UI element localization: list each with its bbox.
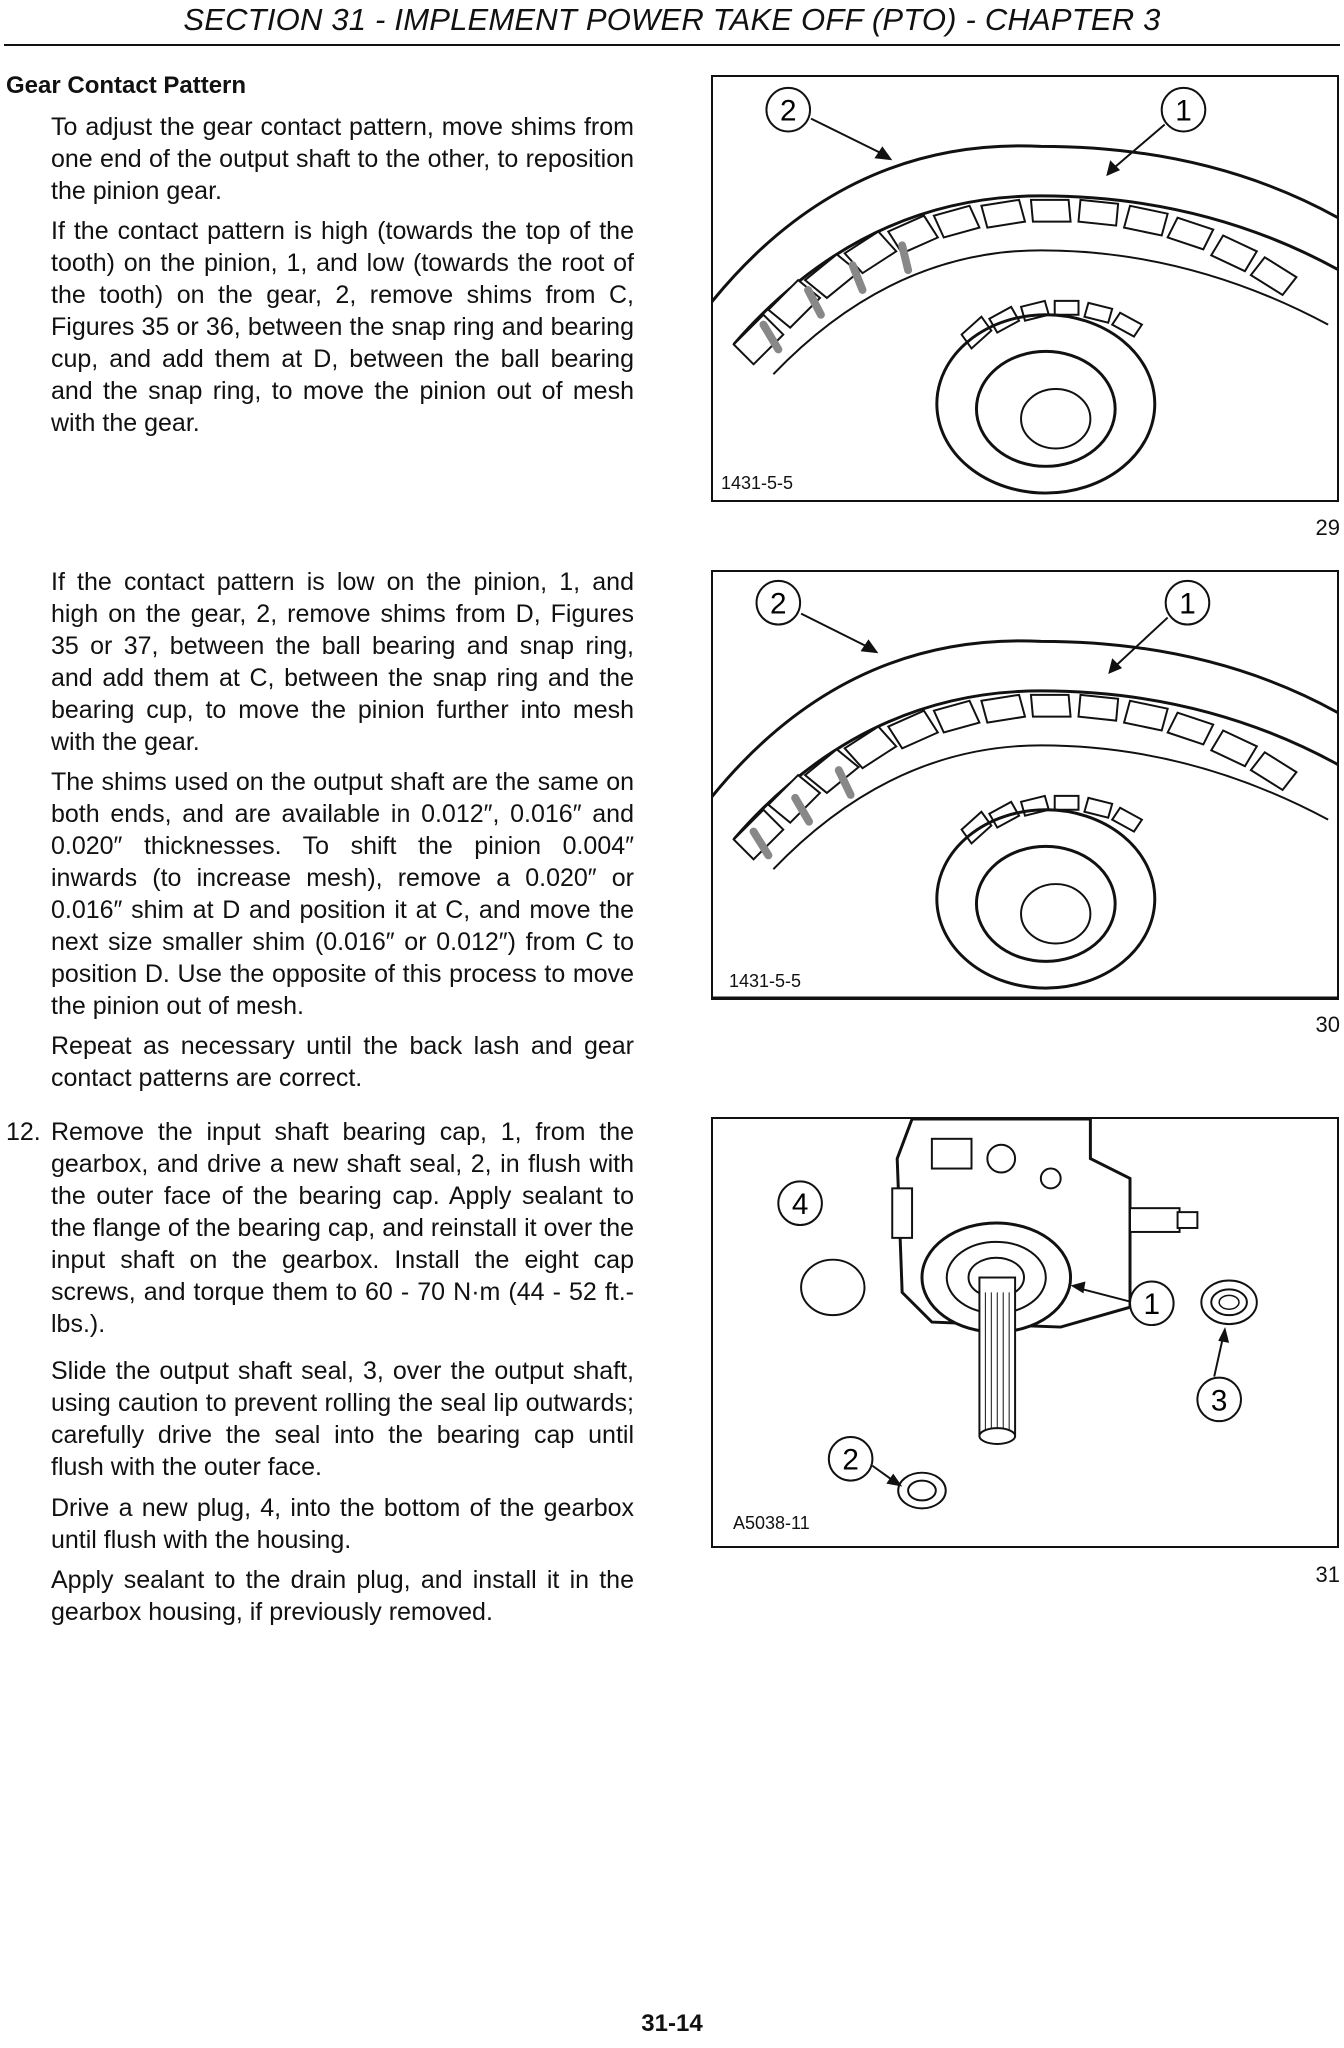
callout-2: 2 (842, 1443, 859, 1477)
figure-number-29: 29 (1315, 515, 1340, 540)
page-number: 31-14 (641, 2010, 703, 2037)
callout-2: 2 (779, 94, 797, 128)
callout-1: 1 (1143, 1288, 1161, 1322)
callout-1: 1 (1175, 94, 1192, 128)
header-rule (4, 44, 1340, 46)
gear-illustration (713, 77, 1337, 500)
figure-code: 1431-5-5 (721, 473, 794, 493)
paragraph-shim-sizes: The shims used on the output shaft are the same on both ends, and are available in 0.012″, 0.016″ and 0.020″ thicknesses. To shift the pinion 0.004″ inwards (to increase mesh), remove a 0.020″ or 0.016″ shim at D and position it at C, and move the next size smaller shim (0.016″ or 0.012″) from C to position D. Use the opposite of this process to move the pinion out of mesh. (51, 768, 634, 1020)
figure-29-gear-contact-high (711, 75, 1339, 502)
paragraph-step-12: Remove the input shaft bearing cap, 1, from the gearbox, and drive a new shaft seal, 2, in flush with the outer face of the bearing cap. Apply sealant to the flange of the bearing cap, and reinstall it over the input shaft on the gearbox. Install the eight cap screws, and torque them to 60 - 70 N·m (44 - 52 ft.-lbs.). (51, 1118, 634, 1338)
callout-4: 4 (791, 1188, 809, 1222)
paragraph-high-pattern: If the contact pattern is high (towards the top of the tooth) on the pinion, 1, and low (towards the root of the tooth) on the gear, 2, remove shims from C, Figures 35 or 36, between the snap ring and bearing cup, and add them at D, between the ball bearing and the snap ring, to move the pinion out of mesh with the gear. (51, 217, 634, 437)
callout-2: 2 (770, 587, 787, 621)
section-title: SECTION 31 - IMPLEMENT POWER TAKE OFF (PTO) - CHAPTER 3 (183, 2, 1161, 37)
figure-code: A5038-11 (733, 1513, 810, 1533)
callout-1: 1 (1179, 587, 1196, 621)
figure-code: 1431-5-5 (729, 971, 802, 991)
paragraph-intro: To adjust the gear contact pattern, move shims from one end of the output shaft to the other, to reposition the pinion gear. (51, 113, 634, 205)
figure-number-30: 30 (1315, 1012, 1340, 1037)
subsection-heading: Gear Contact Pattern (6, 72, 247, 99)
page-header (0, 0, 1344, 46)
gearbox-illustration (713, 1119, 1337, 1546)
paragraph-repeat: Repeat as necessary until the back lash and gear contact patterns are correct. (51, 1032, 634, 1092)
paragraph-drain-plug: Apply sealant to the drain plug, and install it in the gearbox housing, if previously removed. (51, 1566, 634, 1626)
step-number: 12. (6, 1118, 41, 1146)
callout-3: 3 (1210, 1384, 1228, 1418)
paragraph-low-pattern: If the contact pattern is low on the pinion, 1, and high on the gear, 2, remove shims from D, Figures 35 or 37, between the ball bearing and snap ring, and add them at C, between the snap ring and the bearing cup, to move the pinion further into mesh with the gear. (51, 568, 634, 756)
gear-illustration (713, 572, 1337, 998)
figure-30-gear-contact-low (711, 570, 1339, 1000)
figure-number-31: 31 (1315, 1562, 1340, 1587)
figure-31-gearbox (711, 1117, 1339, 1548)
paragraph-plug: Drive a new plug, 4, into the bottom of the gearbox until flush with the housing. (51, 1494, 634, 1554)
paragraph-output-seal: Slide the output shaft seal, 3, over the output shaft, using caution to prevent rolling the seal lip outwards; carefully drive the seal into the bearing cap until flush with the outer face. (51, 1357, 634, 1481)
